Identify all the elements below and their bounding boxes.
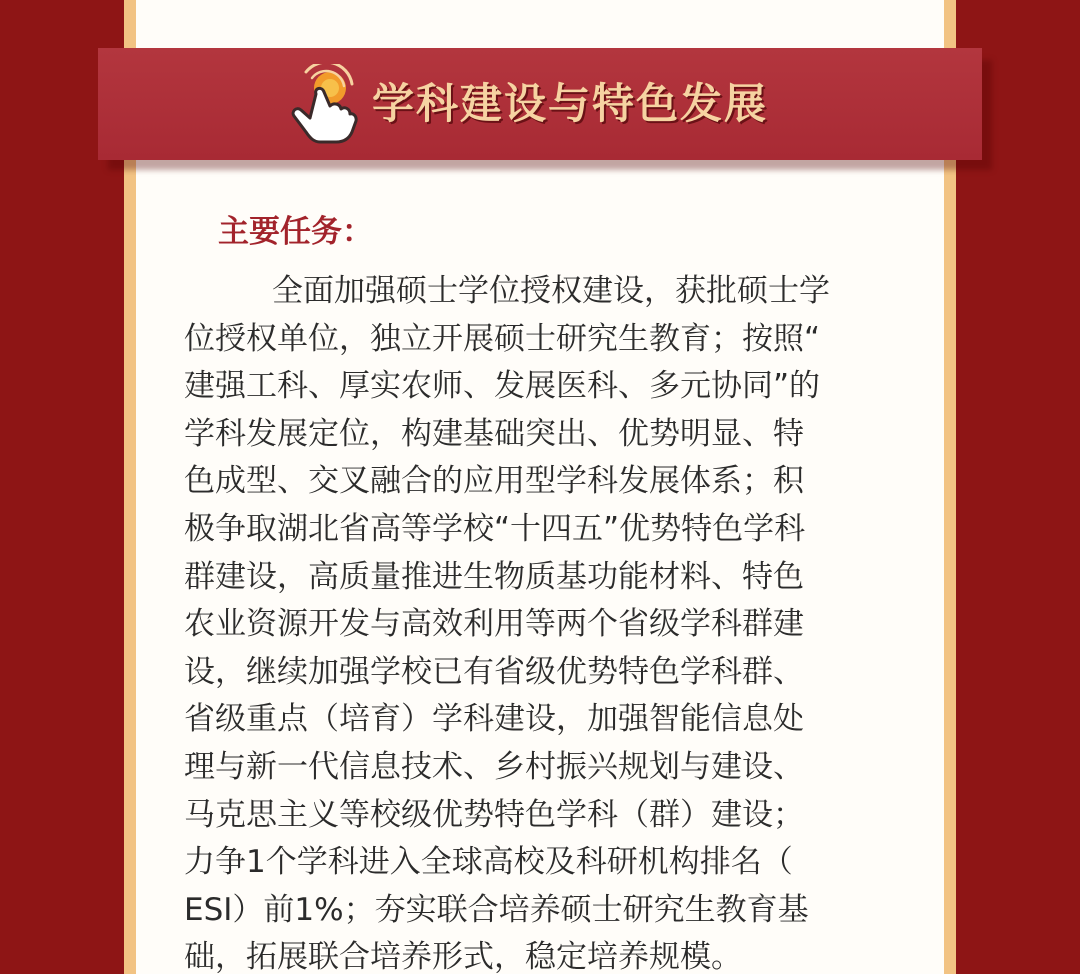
text-line: 群建设，高质量推进生物质基功能材料、特色 — [184, 558, 804, 595]
text-line: 理与新一代信息技术、乡村振兴规划与建设、 — [184, 748, 804, 785]
section-heading: 主要任务： — [218, 214, 373, 250]
banner-title: 学科建设与特色发展 — [372, 79, 769, 128]
text-line: 马克思主义等校级优势特色学科（群）建设； — [184, 796, 804, 833]
text-line: 设，继续加强学校已有省级优势特色学科群、 — [184, 653, 804, 690]
text-line: 位授权单位，独立开展硕士研究生教育；按照“ — [184, 320, 821, 357]
text-line: 力争1个学科进入全球高校及科研机构排名（ — [184, 844, 793, 881]
text-line: 础，拓展联合培养形式，稳定培养规模。 — [184, 939, 742, 974]
text-line: 极争取湖北省高等学校“十四五”优势特色学科 — [184, 510, 806, 547]
text-line: 省级重点（培育）学科建设，加强智能信息处 — [184, 701, 804, 738]
text-line: 农业资源开发与高效利用等两个省级学科群建 — [184, 606, 804, 643]
text-line: 建强工科、厚实农师、发展医科、多元协同”的 — [184, 368, 821, 405]
text-line: 全面加强硕士学位授权建设，获批硕士学 — [272, 273, 830, 309]
text-line: 色成型、交叉融合的应用型学科发展体系；积 — [184, 463, 804, 500]
text-line: 学科发展定位，构建基础突出、优势明显、特 — [184, 415, 804, 452]
pointing-hand-icon — [286, 64, 358, 144]
text-line: ESI）前1%；夯实联合培养硕士研究生教育基 — [184, 891, 809, 928]
body-paragraph — [184, 268, 908, 974]
